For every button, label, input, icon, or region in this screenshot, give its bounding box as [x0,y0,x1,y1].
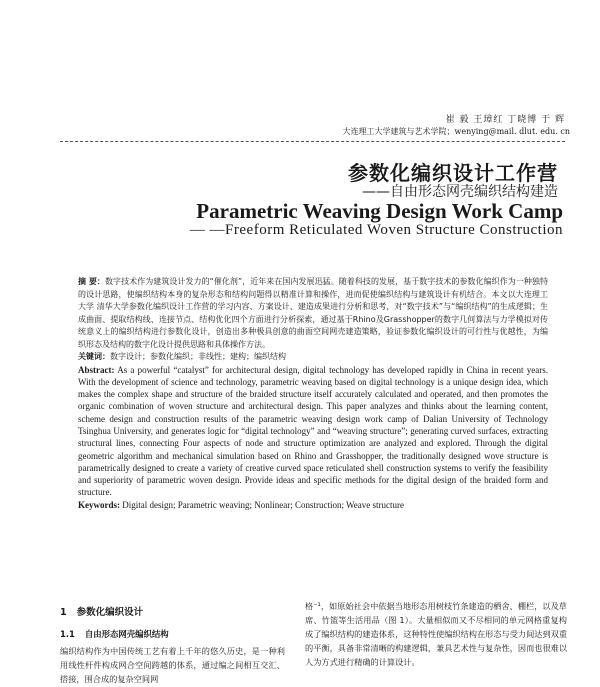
keywords-english [78,499,548,511]
author-affiliation: 大连理工大学建筑与艺术学院；wenying@mail. dlut. edu. cn [342,127,570,136]
section-title: 参数化编织设计 [76,607,144,618]
keywords-chinese-label: 关键词： [78,352,110,361]
keywords-chinese-text: 数字设计；参数化编织；非线性；建构；编织结构 [110,352,286,361]
abstract-chinese [78,276,548,351]
subsection-heading [60,628,285,640]
abstract-block [78,276,548,511]
subsection-title: 自由形态网壳编织结构 [84,629,169,639]
author-list: 崔 毅 王璋红 丁晓博 于 辉 [445,115,565,125]
abstract-chinese-label: 摘 要： [78,277,105,286]
body-paragraph-left: 编织结构作为中国传统工艺有着上千年的悠久历史，是一种利用线性杆件构成网合空间跨越的体系，通过编之间相互交汇、搭接，围合成的复杂空间网 [60,646,285,684]
keywords-english-label: Keywords: [78,499,120,510]
header-divider [60,141,565,142]
body-paragraph-right: 格⁻¹，如原始社会中依据当地形态用树枝竹条建造的栖舍、棚栏，以及草席、竹篮等生活用品（图 1）。大量相似而又不尽相同的单元网格重复构成了编织结构的建造体系，这种特性使编织结构在形态与受力间达到双重的平衡，具备非常清晰的构建逻辑，兼具艺术性与复杂性，因而也很难以人为方式进行精确的计算设计。 [305,601,568,667]
subtitle-chinese: ——自由形态网壳编织结构建造 [362,184,558,200]
subsection-number: 1.1 [60,629,75,639]
subtitle-english: — —Freeform Reticulated Woven Structure Construction [189,222,563,238]
title-chinese: 参数化编织设计工作营 [348,161,558,185]
keywords-chinese [78,351,548,364]
section-number: 1 [60,607,67,618]
keywords-english-text: Digital design; Parametric weaving; Nonlinear; Construction; Weave structure [122,499,405,510]
abstract-chinese-text: 数字技术作为建筑设计发力的“催化剂”，近年来在国内发展迅猛。随着科技的发展，基于数字技术的参数化编织作为一种独特的设计思路，使编织结构本身的复杂形态和结构问题得以精准计算和操作，进而促使编织结构与建筑设计有机结合。本文以大连理工大学 清华大学参数化编织设计工作营的学习内容、方案设计、建造成果进行分析和思考，对“数字技术”与“编织结构”的生成逻辑；生成曲面、提取结构线、连接节点、结构优化四个方面进行分析探索，通过基于Rhino及Grasshopper的数字几何算法与力学模拟对传统意义上的编织结构进行参数化设计，创造出多种极具创意的曲面空间网壳建造策略，验证参数化编织设计的可行性与优越性，为编织形态及结构的数字化设计提供思路和具体操作方法。 [78,277,548,349]
section-heading [60,604,285,618]
title-english: Parametric Weaving Design Work Camp [196,199,563,223]
abstract-english-text: As a powerful “catalyst” for architectural design, digital technology has developed rapidly in China in recent years. With the development of science and technology, parametric weaving based on digital technology is a unique design idea, which makes the complex shape and structure of the braided structure itself accurately calculated and operated, and then promotes the organic combination of woven structure and architectural design. This paper analyzes and thinks about the learning content, scheme design and construction results of the parametric weaving design work camp of Dalian University of Technology Tsinghua University, and generates logic for “digital technology” and “weaving structure”; generating curved surfaces, extracting structural lines, connecting Four aspects of node and structure optimization are analyzed and explored. Through the digital geometric algorithm and mechanical simulation based on Rhino and Grasshopper, the traditionally designed wove structure is parametrically designed to create a variety of creative curved space reticulated shell construction systems to verify the feasibility and superiority of parametric woven design. Provide ideas and specific methods for the digital design of the braided form and structure. [78,364,548,498]
abstract-english [78,364,548,499]
abstract-english-label: Abstract: [78,364,115,375]
body-column-left [60,604,285,686]
